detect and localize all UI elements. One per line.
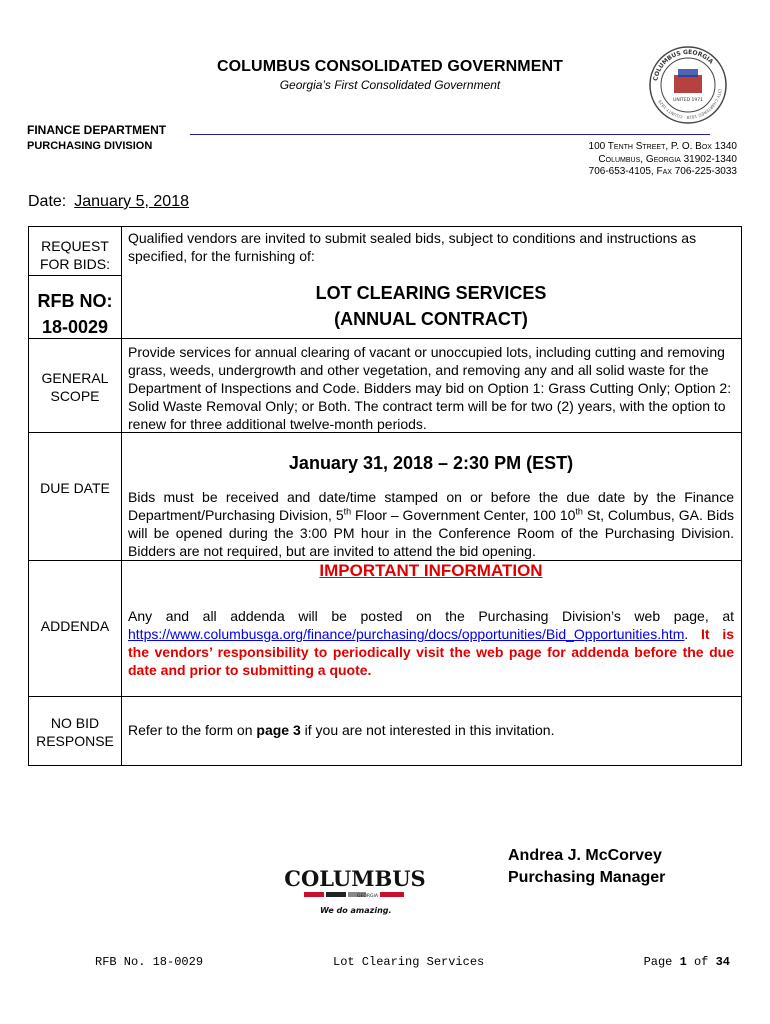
footer-page-prefix: Page <box>643 955 680 969</box>
no-bid-page-ref: page 3 <box>256 722 301 738</box>
signer-title: Purchasing Manager <box>508 869 666 886</box>
address-line-2: Columbus, Georgia 31902-1340 <box>598 153 737 165</box>
department-rule <box>190 134 710 135</box>
request-label-line-2: FOR BIDS: <box>39 256 110 272</box>
department-name: FINANCE DEPARTMENT <box>27 123 167 137</box>
seal-inner-text: CITY CHARTERED 1828 · COUNTY 1826 <box>657 88 723 121</box>
scope-label-line-2: SCOPE <box>50 388 100 404</box>
addenda-label: ADDENDA <box>40 618 110 634</box>
government-subtitle: Georgia’s First Consolidated Government <box>279 78 501 92</box>
table-row-divider <box>28 338 742 339</box>
addenda-warning: It is the vendors’ responsibility to periodically visit the web page for addenda before the due date and prior to submitting a quote. <box>128 626 734 678</box>
logo-tagline: We do amazing. <box>320 906 392 915</box>
footer-rfb-number: RFB No. 18-0029 <box>95 955 204 969</box>
government-title: COLUMBUS CONSOLIDATED GOVERNMENT <box>216 58 563 75</box>
no-bid-label-line-1: NO BID <box>50 715 100 731</box>
seal-ring-text: COLUMBUS GEORGIA <box>652 48 715 82</box>
table-row-divider <box>28 275 122 276</box>
mailing-address <box>589 141 737 179</box>
addenda-text-2: . <box>684 626 702 642</box>
rfb-title <box>128 280 734 332</box>
rfb-label: RFB NO: <box>37 291 113 311</box>
no-bid-text <box>128 721 734 739</box>
rfb-number-label <box>29 288 121 340</box>
addenda-text <box>128 607 734 679</box>
due-text-1: Bids must be received and date/time stamped on or before the due date by the Finance Department/Purchasing Division, 5 <box>128 489 734 523</box>
columbus-logo-icon <box>284 862 426 920</box>
table-column-divider <box>121 226 122 766</box>
logo-state: GEORGIA <box>357 894 378 899</box>
signature-block <box>508 845 665 889</box>
no-bid-text-2: if you are not interested in this invitation. <box>300 722 555 738</box>
footer-project-name: Lot Clearing Services <box>333 955 485 969</box>
due-date-label: DUE DATE <box>40 480 110 496</box>
footer-total-pages: 34 <box>715 955 730 969</box>
due-sup-1: th <box>343 506 352 517</box>
request-label-line-1: REQUEST <box>41 238 109 254</box>
due-text-3: St, Columbus, GA. Bids will be opened during the 3:00 PM hour in the Conference Room of the Purchasing Division. Bidders are not required, but are invited to attend the bid opening. <box>128 507 734 559</box>
request-label <box>29 237 121 273</box>
scope-label-line-1: GENERAL <box>41 370 109 386</box>
due-date-text <box>128 488 734 560</box>
scope-label <box>29 369 121 405</box>
table-row-divider <box>28 696 742 697</box>
important-information-heading: IMPORTANT INFORMATION <box>319 561 543 580</box>
due-datetime: January 31, 2018 – 2:30 PM (EST) <box>288 453 574 473</box>
due-text-2: Floor – Government Center, 100 10 <box>351 507 576 523</box>
bid-opportunities-link[interactable]: https://www.columbusga.org/finance/purchasing/docs/opportunities/Bid_Opportunities.htm <box>128 626 685 642</box>
no-bid-label <box>29 714 121 750</box>
division-name: PURCHASING DIVISION <box>27 140 153 152</box>
address-line-3: 706-653-4105, Fax 706-225-3033 <box>588 166 737 177</box>
due-sup-2: th <box>575 506 583 517</box>
footer-current-page: 1 <box>679 955 687 969</box>
no-bid-text-1: Refer to the form on <box>128 722 257 738</box>
logo-name: COLUMBUS <box>284 866 426 891</box>
scope-text: Provide services for annual clearing of vacant or unoccupied lots, including cutting and removing grass, weeds, undergrowth and other vegetation, and removing any and all solid waste for the Department of Inspections and Code. Bidders may bid on Option 1: Grass Cutting Only; Option 2: Solid Waste Removal Only; or Both. The contract term will be for two (2) years, with the option to renew for three additional twelve-month periods. <box>128 344 732 432</box>
footer-page-number <box>644 955 730 969</box>
date-label: Date: <box>28 193 67 210</box>
request-text: Qualified vendors are invited to submit sealed bids, subject to conditions and instructions as specified, for the furnishing of: <box>128 230 697 264</box>
rfb-title-line-2: (ANNUAL CONTRACT) <box>334 309 528 329</box>
address-line-1: 100 Tenth Street, P. O. Box 1340 <box>588 141 737 152</box>
date-row <box>28 193 189 211</box>
date-value: January 5, 2018 <box>74 193 189 210</box>
footer-page-of: of <box>686 955 716 969</box>
signer-name: Andrea J. McCorvey <box>508 847 662 864</box>
seal-center-text: UNITED 1971 <box>673 98 703 103</box>
no-bid-label-line-2: RESPONSE <box>36 733 114 749</box>
addenda-text-1: Any and all addenda will be posted on the Purchasing Division’s web page, at <box>128 608 734 624</box>
rfb-title-line-1: LOT CLEARING SERVICES <box>315 283 547 303</box>
rfb-number: 18-0029 <box>41 317 109 337</box>
city-seal-icon <box>648 45 728 125</box>
